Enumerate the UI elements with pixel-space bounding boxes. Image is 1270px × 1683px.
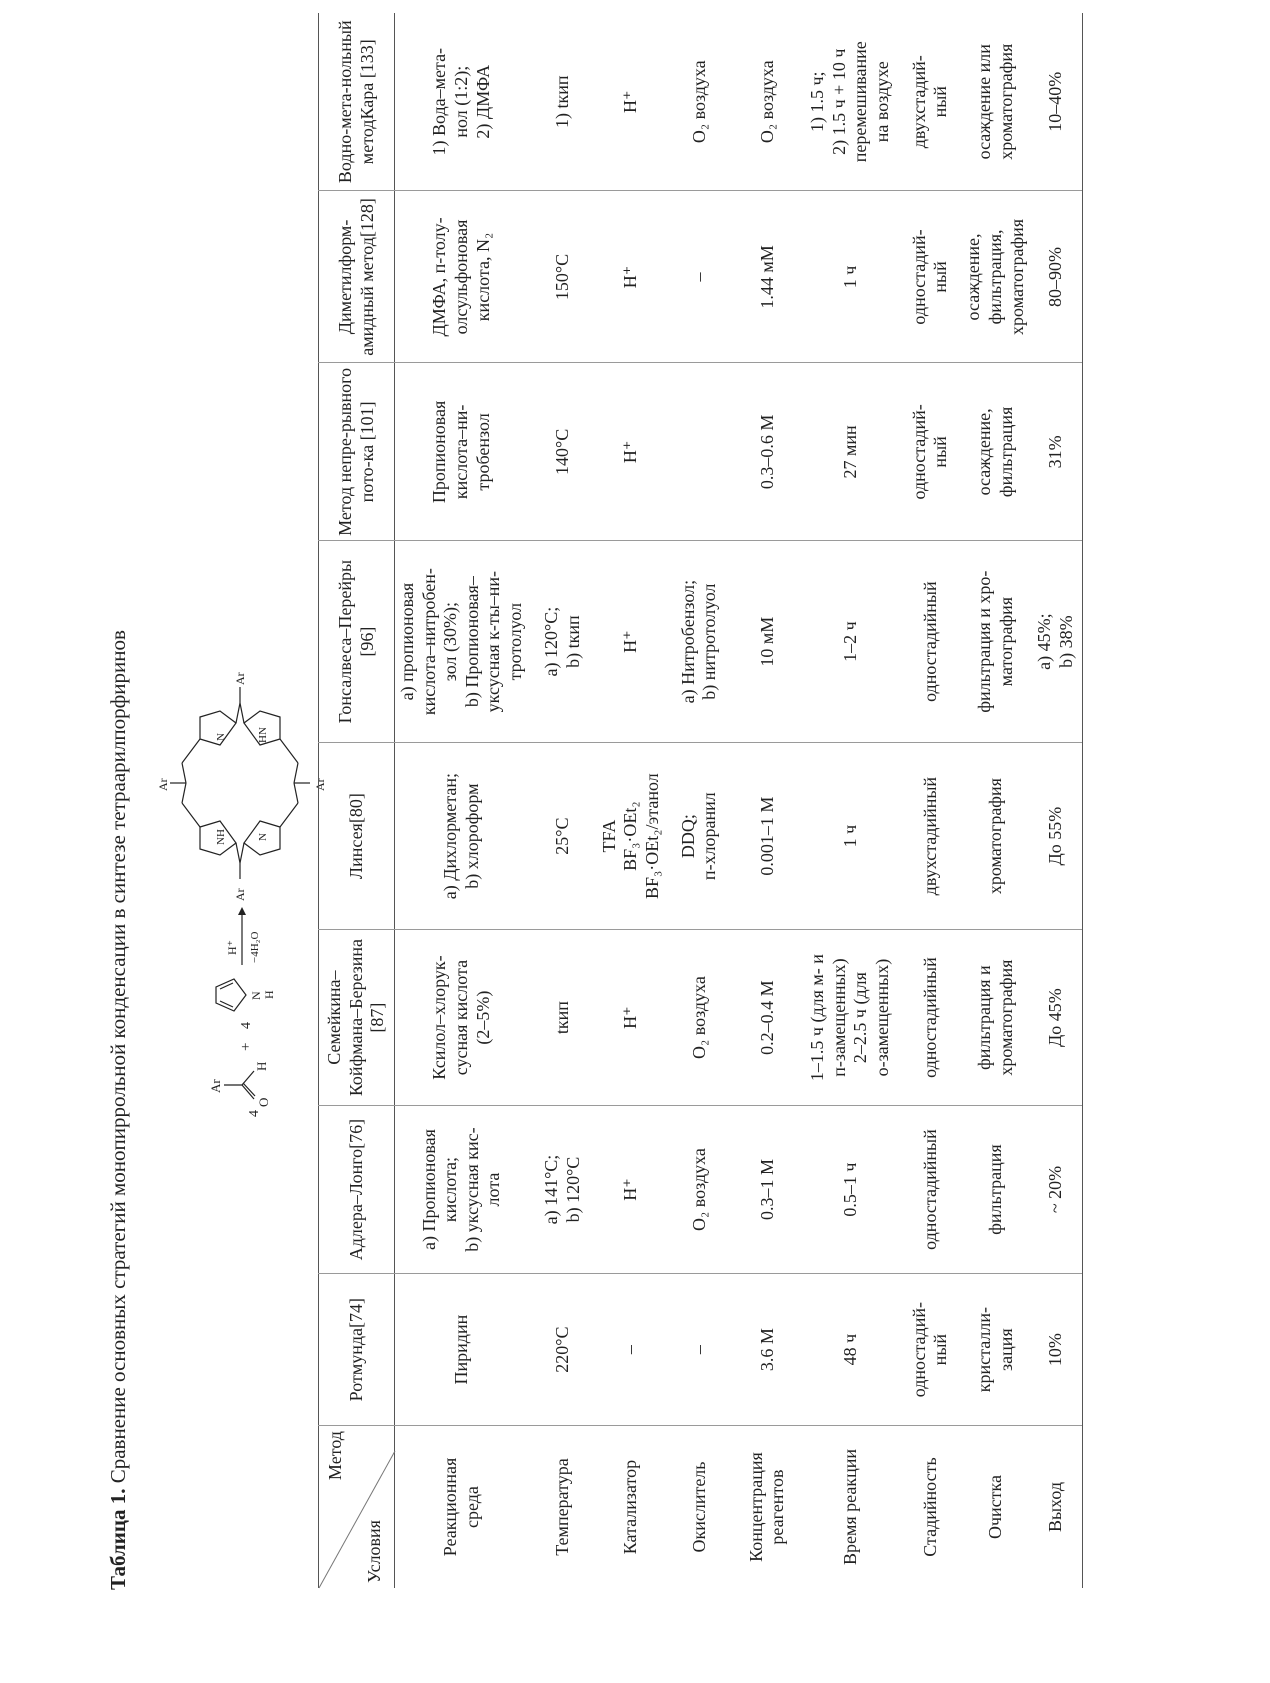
table-cell	[899, 742, 961, 929]
cell-line: одностадийный	[919, 581, 940, 702]
cell-line: H⁺	[620, 90, 641, 113]
table-cell	[529, 1274, 597, 1426]
cell-line: До 45%	[1045, 988, 1066, 1047]
table-cell	[597, 541, 666, 743]
scheme-aldehyde-o: O	[256, 1097, 271, 1107]
scheme-porphyrin-hn: HN	[257, 727, 269, 743]
scheme-porphyrin-ar-top: Ar	[156, 778, 170, 791]
table-cell	[597, 1274, 666, 1426]
table-cell	[529, 13, 597, 191]
table-body	[395, 13, 1083, 1588]
column-header-line: нольный метод	[334, 20, 377, 165]
table-row	[1030, 13, 1082, 1588]
cell-line: 31%	[1045, 435, 1066, 469]
column-header-line: [128]	[356, 198, 377, 238]
cell-line: 1) 1.5 ч;	[807, 71, 828, 133]
table-cell	[597, 742, 666, 929]
column-header-line: Водно-мета-	[334, 87, 355, 184]
row-label	[395, 1426, 529, 1588]
column-header	[319, 363, 395, 541]
cell-line: хроматография	[995, 43, 1016, 160]
cell-line: 220°C	[551, 1326, 572, 1373]
cell-line: O₂ воздуха	[688, 1148, 709, 1231]
scheme-porphyrin-ar-right: Ar	[233, 672, 247, 685]
table-cell	[529, 541, 597, 743]
cell-line: a) Дихлорметан;	[440, 773, 461, 900]
cell-line: b) 120°C	[562, 1156, 583, 1223]
table-cell	[801, 1274, 899, 1426]
table-cell	[899, 930, 961, 1106]
cell-line: H⁺	[620, 1178, 641, 1201]
column-header-line: Березина [87]	[345, 938, 388, 1033]
table-row	[801, 13, 899, 1588]
cell-line: двухстадий-	[908, 55, 929, 149]
table-cell	[801, 363, 899, 541]
corner-method: Метод	[325, 1431, 345, 1481]
column-header-line: Линсея	[345, 823, 366, 880]
cell-line: b) уксусная кис-	[461, 1127, 482, 1252]
cell-line: кислота, N₂	[472, 232, 493, 322]
column-header	[319, 1105, 395, 1273]
scheme-porphyrin-ar-bottom: Ar	[313, 778, 327, 791]
scheme-pyrrole-n: N	[249, 991, 263, 1000]
table-cell	[665, 13, 733, 191]
cell-line: перемешивание	[850, 41, 871, 163]
column-header-line: Ротмунда	[345, 1327, 366, 1402]
cell-line: a) 141°C;	[540, 1154, 561, 1225]
cell-line: 27 мин	[839, 425, 860, 479]
cell-line: двухстадийный	[919, 776, 940, 896]
table-cell	[597, 191, 666, 363]
table-cell	[529, 363, 597, 541]
table-row	[597, 13, 666, 1588]
cell-line: одностадий-	[908, 404, 929, 500]
cell-line: зол (30%);	[440, 602, 461, 682]
scheme-arrow-catalyst: H⁺	[225, 940, 239, 955]
table-cell	[529, 191, 597, 363]
table-cell	[1030, 1105, 1082, 1273]
row-label-line: реагентов	[767, 1469, 788, 1545]
cell-line: 80–90%	[1045, 246, 1066, 307]
caption-label: Таблица 1.	[106, 1488, 130, 1590]
row-label-line: Очистка	[984, 1475, 1005, 1540]
table-cell	[665, 1105, 733, 1273]
cell-line: нол (1:2);	[450, 65, 471, 138]
table-cell	[1030, 191, 1082, 363]
cell-line: 48 ч	[839, 1333, 860, 1366]
cell-line: 1–2 ч	[839, 621, 860, 662]
row-label-line: Выход	[1045, 1481, 1066, 1533]
cell-line: O₂ воздуха	[688, 976, 709, 1059]
column-header	[319, 930, 395, 1106]
table-row	[665, 13, 733, 1588]
cell-line: осаждение,	[963, 233, 984, 321]
cell-line: фильтрация	[995, 406, 1016, 498]
table-cell	[597, 13, 666, 191]
cell-line: о-замещенных)	[871, 958, 892, 1077]
cell-line: DDQ;	[677, 814, 698, 859]
table-cell	[529, 742, 597, 929]
table-cell	[665, 191, 733, 363]
cell-line: 0.5–1 ч	[839, 1162, 860, 1217]
cell-line: BF₃·OEt₂	[620, 801, 641, 871]
cell-line: 10%	[1045, 1333, 1066, 1367]
cell-line: фильтрация,	[984, 229, 1005, 325]
cell-line: До 55%	[1045, 806, 1066, 866]
table-cell	[665, 541, 733, 743]
scheme-arrow-water: −4H₂O	[249, 931, 261, 963]
table-cell	[961, 13, 1030, 191]
cell-line: 3.6 M	[756, 1328, 777, 1372]
cell-line: b) хлороформ	[461, 783, 482, 889]
table-cell	[801, 742, 899, 929]
cell-line: фильтрация и	[974, 965, 995, 1070]
row-label	[961, 1426, 1030, 1588]
table-cell	[733, 191, 801, 363]
table-cell	[597, 930, 666, 1106]
table-cell	[801, 1105, 899, 1273]
row-label	[899, 1426, 961, 1588]
column-header-line: Кара [133]	[356, 39, 377, 120]
table-cell	[801, 541, 899, 743]
table-caption	[106, 630, 131, 1590]
cell-line: a) 120°C;	[540, 606, 561, 677]
table-cell	[961, 1274, 1030, 1426]
column-header	[319, 1274, 395, 1426]
table-cell	[1030, 541, 1082, 743]
corner-conditions: Условия	[364, 1520, 385, 1583]
row-label-line: Температура	[551, 1458, 572, 1556]
table-cell	[597, 363, 666, 541]
column-header-line: амидный метод	[356, 237, 377, 356]
cell-line: 1–1.5 ч (для м- и	[807, 954, 828, 1082]
table-cell	[1030, 742, 1082, 929]
cell-line: одностадийный	[919, 957, 940, 1078]
column-header	[319, 13, 395, 191]
table-cell	[665, 363, 733, 541]
table-cell	[733, 363, 801, 541]
column-header-line: Семейкина–	[324, 970, 345, 1065]
table-cell	[961, 1105, 1030, 1273]
cell-line: одностадий-	[908, 229, 929, 325]
cell-line: 2) ДМФА	[472, 64, 493, 139]
table-row	[961, 13, 1030, 1588]
scheme-porphyrin-n-top: N	[215, 733, 227, 741]
column-header-line: Адлера–Лонго	[345, 1148, 366, 1261]
column-header-line: [76]	[345, 1118, 366, 1149]
scheme-pyrrole-coeff: 4	[239, 1022, 254, 1029]
column-header-line: [74]	[345, 1297, 366, 1328]
cell-line: олсульфоновая	[450, 219, 471, 335]
scheme-pyrrole-h: H	[262, 990, 276, 999]
table-cell	[529, 930, 597, 1106]
header-row	[319, 13, 395, 1588]
table-cell	[801, 191, 899, 363]
cell-line: тротолуол	[504, 602, 525, 681]
cell-line: 0.3–0.6 M	[756, 414, 777, 490]
table-row	[395, 13, 529, 1588]
reaction-scheme	[150, 643, 327, 1123]
cell-line: 2–2.5 ч (для	[850, 972, 871, 1064]
table-cell	[529, 1105, 597, 1273]
row-label-line: Стадийность	[919, 1457, 940, 1557]
cell-line: кислота–ни-	[450, 404, 471, 500]
table-cell	[733, 1274, 801, 1426]
table-cell	[899, 1105, 961, 1273]
cell-line: 1) Вода–мета-	[429, 47, 450, 156]
column-header-line: Гонсалвеса–	[334, 628, 355, 724]
table-row	[899, 13, 961, 1588]
row-label	[665, 1426, 733, 1588]
cell-line: на воздухе	[871, 61, 892, 143]
column-header-line: Диметилформ-	[334, 219, 355, 335]
column-header-line: Койфмана–	[345, 1008, 366, 1097]
cell-line: –	[688, 272, 709, 282]
cell-line: зация	[995, 1328, 1016, 1371]
cell-line: O₂ воздуха	[756, 60, 777, 144]
cell-line: осаждение или	[974, 44, 995, 160]
column-header	[319, 742, 395, 929]
cell-line: H⁺	[620, 630, 641, 653]
cell-line: TFA	[598, 819, 619, 853]
table-cell	[961, 742, 1030, 929]
cell-line: хроматография	[984, 778, 1005, 895]
row-label-line: Время реакции	[839, 1449, 860, 1566]
table-cell	[733, 541, 801, 743]
cell-line: 10 мM	[756, 616, 777, 667]
cell-line: tкип	[551, 1001, 572, 1035]
cell-line: 2) 1.5 ч + 10 ч	[828, 48, 849, 155]
cell-line: b) 38%	[1055, 615, 1076, 668]
cell-line: 10–40%	[1045, 71, 1066, 132]
table-cell	[395, 930, 529, 1106]
scheme-porphyrin-n-bottom: N	[257, 833, 269, 841]
cell-line: фильтрация	[984, 1144, 1005, 1235]
cell-line: уксусная к-ты–ни-	[483, 570, 504, 713]
cell-line: a) Нитробензол;	[677, 579, 698, 704]
cell-line: 0.3–1 M	[756, 1159, 777, 1221]
table-cell	[395, 1105, 529, 1273]
table-cell	[733, 1105, 801, 1273]
cell-line: H⁺	[620, 1006, 641, 1029]
cell-line: a) 45%;	[1034, 613, 1055, 670]
caption-text: Сравнение основных стратегий монопиррольной конденсации в синтезе тетраарилпорфиринов	[106, 630, 130, 1489]
table-cell	[899, 13, 961, 191]
table-row	[733, 13, 801, 1588]
cell-line: 150°C	[551, 253, 572, 301]
table-cell	[665, 1274, 733, 1426]
column-header-line: ка [101]	[356, 401, 377, 462]
table-cell	[899, 191, 961, 363]
cell-line: лота	[483, 1172, 504, 1207]
table-cell	[899, 1274, 961, 1426]
table-cell	[1030, 1274, 1082, 1426]
table-cell	[395, 742, 529, 929]
scheme-aldehyde-h: H	[254, 1061, 269, 1071]
table-cell	[395, 13, 529, 191]
cell-line: BF₃·OEt₂/этанол	[641, 773, 662, 899]
table-cell	[801, 13, 899, 191]
table-cell	[395, 1274, 529, 1426]
cell-line: одностадий-	[908, 1302, 929, 1398]
row-label	[733, 1426, 801, 1588]
table-cell	[961, 191, 1030, 363]
table-cell	[1030, 13, 1082, 191]
cell-line: 1 ч	[839, 265, 860, 289]
table-cell	[395, 363, 529, 541]
row-label-line: Окислитель	[688, 1461, 709, 1553]
cell-line: фильтрация и хро-	[974, 570, 995, 713]
scheme-aldehyde-ar: Ar	[208, 1079, 223, 1093]
table-cell	[1030, 930, 1082, 1106]
row-label	[529, 1426, 597, 1588]
table-cell	[1030, 363, 1082, 541]
row-label-line: Катализатор	[620, 1459, 641, 1555]
cell-line: –	[620, 1345, 641, 1355]
cell-line: одностадийный	[919, 1129, 940, 1250]
row-label-line: Реакционная	[440, 1457, 461, 1557]
cell-line: 1.44 мM	[756, 245, 777, 309]
column-header-line: Метод непре-	[334, 432, 355, 536]
table-cell	[665, 930, 733, 1106]
cell-line: 25°C	[551, 817, 572, 855]
column-header	[319, 541, 395, 743]
table-cell	[961, 930, 1030, 1106]
table-cell	[733, 742, 801, 929]
column-header-line: [80]	[345, 793, 366, 824]
cell-line: ный	[930, 86, 951, 118]
column-header-line: Перейры [96]	[334, 559, 377, 657]
cell-line: b) tкип	[562, 615, 583, 668]
cell-line: хроматография	[995, 959, 1016, 1076]
cell-line: ный	[930, 1333, 951, 1366]
scheme-plus: +	[238, 1042, 254, 1051]
cell-line: a) Пропионовая	[418, 1129, 439, 1250]
cell-line: 0.001–1 M	[756, 796, 777, 876]
table-cell	[899, 541, 961, 743]
row-label	[597, 1426, 666, 1588]
column-header-line: рывного пото-	[334, 367, 377, 503]
cell-line: 1) tкип	[551, 75, 572, 128]
cell-line: Пиридин	[450, 1314, 471, 1385]
cell-line: –	[688, 1345, 709, 1355]
cell-line: O₂ воздуха	[688, 60, 709, 144]
row-label-line: среда	[461, 1486, 482, 1528]
cell-line: кислота–нитробен-	[418, 568, 439, 716]
table-cell	[733, 13, 801, 191]
row-label	[1030, 1426, 1082, 1588]
cell-line: H⁺	[620, 265, 641, 289]
cell-line: Ксилол–хлорук-	[429, 955, 450, 1080]
table-cell	[395, 191, 529, 363]
cell-line: 0.2–0.4 M	[756, 980, 777, 1055]
cell-line: H⁺	[620, 440, 641, 464]
cell-line: b) нитротолуол	[699, 583, 720, 700]
cell-line: b) Пропионовая–	[461, 576, 482, 708]
table-cell	[733, 930, 801, 1106]
cell-line: Пропионовая	[429, 400, 450, 504]
table-cell	[961, 363, 1030, 541]
table-cell	[801, 930, 899, 1106]
cell-line: ДМФА, п-толу-	[429, 217, 450, 337]
table-row	[529, 13, 597, 1588]
cell-line: кристалли-	[974, 1307, 995, 1393]
scheme-aldehyde-coeff: 4	[247, 1110, 262, 1117]
table-cell	[395, 541, 529, 743]
corner-cell	[319, 1426, 395, 1588]
cell-line: п-хлоранил	[699, 792, 720, 881]
cell-line: матография	[995, 596, 1016, 687]
cell-line: 1 ч	[839, 824, 860, 848]
scheme-porphyrin-ar-left: Ar	[233, 888, 247, 901]
cell-line: п-замещенных)	[828, 958, 849, 1077]
table-cell	[961, 541, 1030, 743]
row-label	[801, 1426, 899, 1588]
cell-line: хроматография	[1006, 218, 1027, 335]
comparison-table	[318, 13, 1083, 1588]
column-header	[319, 191, 395, 363]
table-cell	[665, 742, 733, 929]
cell-line: осаждение,	[974, 408, 995, 496]
cell-line: ~ 20%	[1045, 1165, 1066, 1214]
scheme-porphyrin-nh: NH	[215, 829, 227, 845]
cell-line: ный	[930, 261, 951, 293]
cell-line: кислота;	[440, 1156, 461, 1223]
cell-line: a) пропионовая	[397, 582, 417, 701]
cell-line: 140°C	[551, 428, 572, 475]
cell-line: ный	[930, 436, 951, 468]
table-cell	[597, 1105, 666, 1273]
table-cell	[899, 363, 961, 541]
row-label-line: Концентрация	[745, 1452, 766, 1562]
cell-line: (2–5%)	[472, 990, 493, 1045]
cell-line: тробензол	[472, 413, 493, 491]
cell-line: сусная кислота	[450, 959, 471, 1076]
